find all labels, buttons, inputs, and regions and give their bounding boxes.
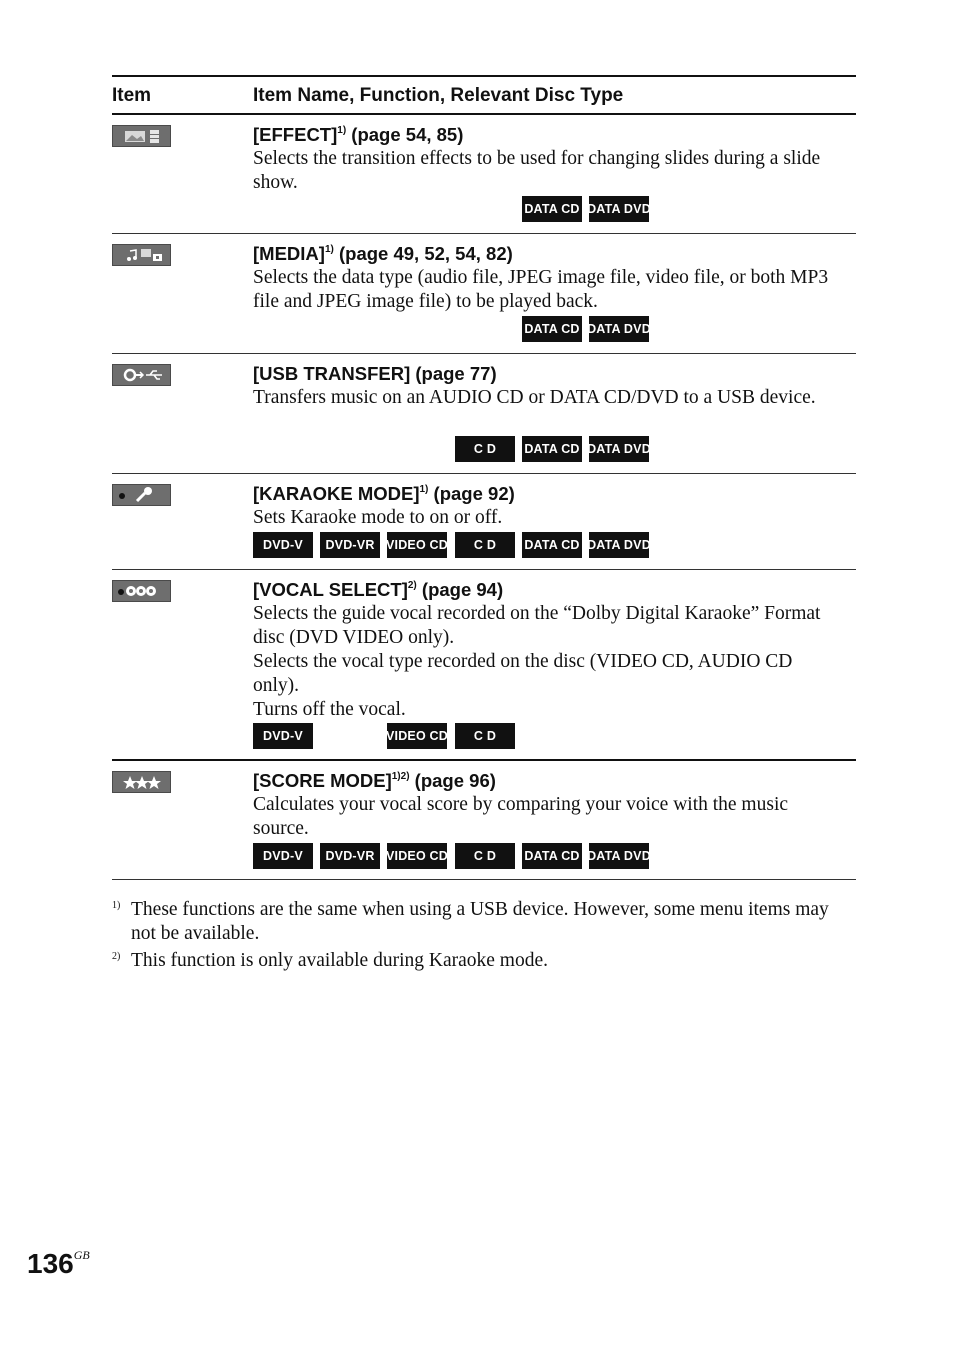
disc-badge-data-cd: DATA CD <box>522 532 582 558</box>
table-row <box>112 570 856 761</box>
row-title <box>253 769 836 793</box>
row-description <box>253 506 836 530</box>
disc-badge-cd: C D <box>455 532 515 558</box>
table-row <box>112 354 856 474</box>
effect-icon <box>112 125 171 147</box>
table-row <box>112 234 856 354</box>
disc-badge-dvd-v: DVD-V <box>253 723 313 749</box>
description-line: Turns off the vocal. <box>253 699 406 720</box>
description-line: Selects the data type (audio file, JPEG image file, video file, or both MP3 file and JPEG image file) to be played back. <box>253 267 829 312</box>
disc-badge-cd: C D <box>455 843 515 869</box>
header-item: Item <box>112 85 152 106</box>
table-row <box>112 474 856 570</box>
table-header <box>112 77 856 114</box>
footnote-mark: 2) <box>112 951 121 962</box>
description-line: Sets Karaoke mode to on or off. <box>253 507 503 528</box>
row-title-text: [SCORE MODE] <box>253 770 392 791</box>
footnote-ref: 1) <box>419 484 429 495</box>
page-number-value: 136 <box>27 1248 74 1279</box>
footnote-ref: 2) <box>407 580 417 591</box>
row-title-text: [MEDIA] <box>253 243 325 264</box>
footnote <box>112 949 842 973</box>
disc-badge-video-cd: VIDEO CD <box>387 723 447 749</box>
row-description <box>253 386 836 410</box>
row-page-ref: (page 49, 52, 54, 82) <box>333 243 513 264</box>
row-description <box>253 147 836 195</box>
row-content <box>253 123 836 195</box>
disc-badge-data-cd: DATA CD <box>522 436 582 462</box>
row-content <box>253 769 836 841</box>
disc-badge-video-cd: VIDEO CD <box>387 532 447 558</box>
description-line: Selects the guide vocal recorded on the “Dolby Digital Karaoke” Format disc (DVD VIDEO only). <box>253 603 821 648</box>
footnote-mark: 1) <box>112 900 121 911</box>
disc-badge-video-cd: VIDEO CD <box>387 843 447 869</box>
disc-badge-data-dvd: DATA DVD <box>589 436 649 462</box>
disc-badge-dvd-v: DVD-V <box>253 843 313 869</box>
row-content <box>253 362 836 410</box>
row-title <box>253 123 836 147</box>
row-content <box>253 482 836 530</box>
row-title <box>253 578 836 602</box>
disc-badge-dvd-vr: DVD-VR <box>320 532 380 558</box>
disc-badge-data-dvd: DATA DVD <box>589 316 649 342</box>
disc-badge-data-dvd: DATA DVD <box>589 196 649 222</box>
description-line: Transfers music on an AUDIO CD or DATA CD/DVD to a USB device. <box>253 387 816 408</box>
row-description <box>253 602 836 722</box>
row-content <box>253 242 836 314</box>
row-description <box>253 266 836 314</box>
row-title <box>253 242 836 266</box>
disc-badge-data-cd: DATA CD <box>522 196 582 222</box>
row-page-ref: (page 54, 85) <box>346 124 464 145</box>
row-page-ref: (page 96) <box>409 770 496 791</box>
vocal-select-icon <box>112 580 171 602</box>
table-row <box>112 115 856 234</box>
footnote-text: These functions are the same when using a USB device. However, some menu items may not be available. <box>131 899 829 944</box>
row-page-ref: (page 92) <box>428 483 515 504</box>
row-description <box>253 793 836 841</box>
disc-badge-data-cd: DATA CD <box>522 316 582 342</box>
page-number-suffix: GB <box>73 1248 90 1262</box>
karaoke-microphone-icon <box>112 484 171 506</box>
footnotes <box>112 898 842 976</box>
description-line: Calculates your vocal score by comparing your voice with the music source. <box>253 794 789 839</box>
disc-badge-data-dvd: DATA DVD <box>589 843 649 869</box>
row-page-ref: (page 94) <box>416 579 504 600</box>
footnote-ref: 1)2) <box>391 771 410 782</box>
row-divider <box>112 879 856 880</box>
disc-badge-data-cd: DATA CD <box>522 843 582 869</box>
disc-badge-cd: C D <box>455 723 515 749</box>
disc-badge-cd: C D <box>455 436 515 462</box>
row-title-text: [VOCAL SELECT] <box>253 579 408 600</box>
row-title <box>253 482 836 506</box>
description-line: Selects the transition effects to be used for changing slides during a slide show. <box>253 148 821 193</box>
disc-badge-dvd-v: DVD-V <box>253 532 313 558</box>
row-title <box>253 362 836 386</box>
footnote-text: This function is only available during Karaoke mode. <box>131 950 548 971</box>
row-title-text: [KARAOKE MODE] <box>253 483 420 504</box>
disc-badge-dvd-vr: DVD-VR <box>320 843 380 869</box>
header-item-name: Item Name, Function, Relevant Disc Type <box>253 85 624 106</box>
media-icon <box>112 244 171 266</box>
footnote-ref: 1) <box>337 125 347 136</box>
row-title-text: [USB TRANSFER] (page 77) <box>253 363 497 384</box>
score-stars-icon <box>112 771 171 793</box>
disc-badge-data-dvd: DATA DVD <box>589 532 649 558</box>
footnote <box>112 898 842 946</box>
page-number <box>27 1248 90 1280</box>
row-title-text: [EFFECT] <box>253 124 338 145</box>
description-line: Selects the vocal type recorded on the disc (VIDEO CD, AUDIO CD only). <box>253 651 793 696</box>
row-content <box>253 578 836 722</box>
footnote-ref: 1) <box>324 244 334 255</box>
table-row <box>112 761 856 880</box>
usb-transfer-icon <box>112 364 171 386</box>
